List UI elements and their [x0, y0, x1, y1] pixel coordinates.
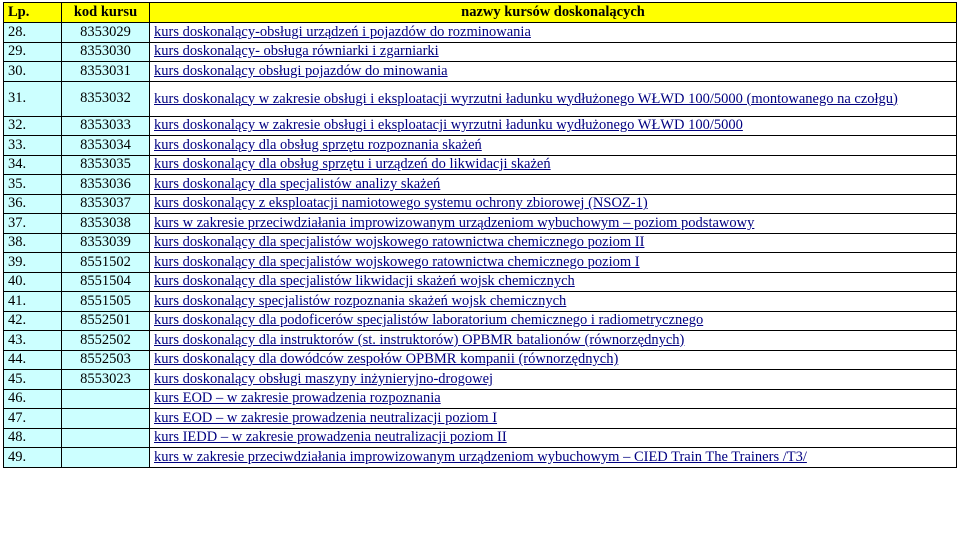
course-link[interactable]: kurs doskonalący dla dowódców zespołów OPBMR kompanii (równorzędnych)	[154, 351, 619, 368]
course-link[interactable]: kurs doskonalący w zakresie obsługi i eksploatacji wyrzutni ładunku wydłużonego WŁWD 100/5000	[154, 117, 743, 134]
course-code: 8353030	[62, 42, 150, 62]
table-row	[4, 116, 957, 136]
courses-table	[3, 2, 957, 468]
row-number: 44.	[4, 350, 62, 370]
course-name-cell	[150, 350, 957, 370]
table-row	[4, 448, 957, 468]
course-link[interactable]: kurs doskonalący dla instruktorów (st. instruktorów) OPBMR batalionów (równorzędnych)	[154, 331, 685, 348]
row-number: 42.	[4, 311, 62, 331]
course-name-cell	[150, 292, 957, 312]
row-number: 34.	[4, 155, 62, 175]
course-link[interactable]: kurs w zakresie przeciwdziałania improwizowanym urządzeniom wybuchowym – CIED Train The Trainers /T3/	[154, 448, 807, 465]
row-number: 28.	[4, 23, 62, 43]
course-code	[62, 448, 150, 468]
table-row	[4, 311, 957, 331]
table-row	[4, 409, 957, 429]
row-number: 40.	[4, 272, 62, 292]
table-row	[4, 272, 957, 292]
course-name-cell	[150, 389, 957, 409]
course-name-cell	[150, 155, 957, 175]
course-code: 8353031	[62, 62, 150, 82]
table-row	[4, 42, 957, 62]
course-link[interactable]: kurs doskonalący z eksploatacji namiotowego systemu ochrony zbiorowej (NSOZ-1)	[154, 195, 648, 212]
course-link[interactable]: kurs doskonalący w zakresie obsługi i eksploatacji wyrzutni ładunku wydłużonego WŁWD 100/5000 (montowanego na czołgu)	[154, 90, 898, 107]
course-code: 8353033	[62, 116, 150, 136]
row-number: 32.	[4, 116, 62, 136]
header-course-code: kod kursu	[62, 3, 150, 23]
course-link[interactable]: kurs doskonalący dla podoficerów specjalistów laboratorium chemicznego i radiometrycznego	[154, 312, 704, 329]
course-code: 8353035	[62, 155, 150, 175]
row-number: 41.	[4, 292, 62, 312]
course-link[interactable]: kurs EOD – w zakresie prowadzenia rozpoznania	[154, 390, 441, 407]
course-link[interactable]: kurs doskonalący dla specjalistów analizy skażeń	[154, 175, 441, 192]
row-number: 43.	[4, 331, 62, 351]
row-number: 33.	[4, 136, 62, 156]
course-code: 8551504	[62, 272, 150, 292]
course-name-cell	[150, 233, 957, 253]
course-link[interactable]: kurs doskonalący-obsługi urządzeń i pojazdów do rozminowania	[154, 23, 531, 40]
course-code: 8353036	[62, 175, 150, 195]
course-name-cell	[150, 409, 957, 429]
course-link[interactable]: kurs doskonalący obsługi maszyny inżynieryjno-drogowej	[154, 370, 494, 387]
course-name-cell	[150, 428, 957, 448]
table-row	[4, 155, 957, 175]
row-number: 36.	[4, 194, 62, 214]
course-name-cell	[150, 136, 957, 156]
course-name-cell	[150, 62, 957, 82]
course-link[interactable]: kurs EOD – w zakresie prowadzenia neutralizacji poziom I	[154, 409, 498, 426]
course-name-cell	[150, 272, 957, 292]
course-link[interactable]: kurs doskonalący dla specjalistów wojskowego ratownictwa chemicznego poziom I	[154, 253, 640, 270]
row-number: 39.	[4, 253, 62, 273]
course-name-cell	[150, 81, 957, 116]
course-link[interactable]: kurs doskonalący dla specjalistów likwidacji skażeń wojsk chemicznych	[154, 273, 575, 290]
course-code: 8552501	[62, 311, 150, 331]
course-link[interactable]: kurs doskonalący dla specjalistów wojskowego ratownictwa chemicznego poziom II	[154, 234, 645, 251]
table-row	[4, 233, 957, 253]
table-row	[4, 214, 957, 234]
header-course-name: nazwy kursów doskonalących	[150, 3, 957, 23]
table-row	[4, 62, 957, 82]
table-row	[4, 194, 957, 214]
row-number: 48.	[4, 428, 62, 448]
course-name-cell	[150, 23, 957, 43]
course-code: 8353029	[62, 23, 150, 43]
table-row	[4, 370, 957, 390]
course-code: 8353034	[62, 136, 150, 156]
table-row	[4, 350, 957, 370]
course-link[interactable]: kurs w zakresie przeciwdziałania improwizowanym urządzeniom wybuchowym – poziom podstawowy	[154, 214, 755, 231]
table-row	[4, 331, 957, 351]
row-number: 45.	[4, 370, 62, 390]
table-row	[4, 389, 957, 409]
course-name-cell	[150, 42, 957, 62]
course-name-cell	[150, 253, 957, 273]
course-name-cell	[150, 194, 957, 214]
course-name-cell	[150, 311, 957, 331]
course-code	[62, 389, 150, 409]
course-link[interactable]: kurs doskonalący obsługi pojazdów do minowania	[154, 62, 448, 79]
course-code: 8551502	[62, 253, 150, 273]
table-row	[4, 81, 957, 116]
course-code: 8353038	[62, 214, 150, 234]
course-name-cell	[150, 175, 957, 195]
course-code: 8552503	[62, 350, 150, 370]
table-row	[4, 175, 957, 195]
header-lp: Lp.	[4, 3, 62, 23]
row-number: 49.	[4, 448, 62, 468]
course-code: 8353032	[62, 81, 150, 116]
row-number: 37.	[4, 214, 62, 234]
row-number: 31.	[4, 81, 62, 116]
course-code: 8553023	[62, 370, 150, 390]
course-link[interactable]: kurs doskonalący dla obsług sprzętu i urządzeń do likwidacji skażeń	[154, 156, 551, 173]
course-name-cell	[150, 448, 957, 468]
table-row	[4, 428, 957, 448]
course-name-cell	[150, 214, 957, 234]
row-number: 29.	[4, 42, 62, 62]
table-row	[4, 23, 957, 43]
course-code	[62, 409, 150, 429]
table-row	[4, 292, 957, 312]
course-link[interactable]: kurs doskonalący dla obsług sprzętu rozpoznania skażeń	[154, 136, 482, 153]
row-number: 46.	[4, 389, 62, 409]
course-name-cell	[150, 116, 957, 136]
header-row	[4, 3, 957, 23]
course-name-cell	[150, 370, 957, 390]
table-body	[4, 23, 957, 468]
table-row	[4, 136, 957, 156]
row-number: 38.	[4, 233, 62, 253]
table-row	[4, 253, 957, 273]
row-number: 47.	[4, 409, 62, 429]
course-code: 8552502	[62, 331, 150, 351]
course-link[interactable]: kurs doskonalący- obsługa równiarki i zgarniarki	[154, 43, 439, 60]
course-link[interactable]: kurs IEDD – w zakresie prowadzenia neutralizacji poziom II	[154, 429, 507, 446]
course-code: 8353039	[62, 233, 150, 253]
course-link[interactable]: kurs doskonalący specjalistów rozpoznania skażeń wojsk chemicznych	[154, 292, 567, 309]
course-code: 8551505	[62, 292, 150, 312]
course-name-cell	[150, 331, 957, 351]
row-number: 35.	[4, 175, 62, 195]
course-code: 8353037	[62, 194, 150, 214]
course-code	[62, 428, 150, 448]
row-number: 30.	[4, 62, 62, 82]
